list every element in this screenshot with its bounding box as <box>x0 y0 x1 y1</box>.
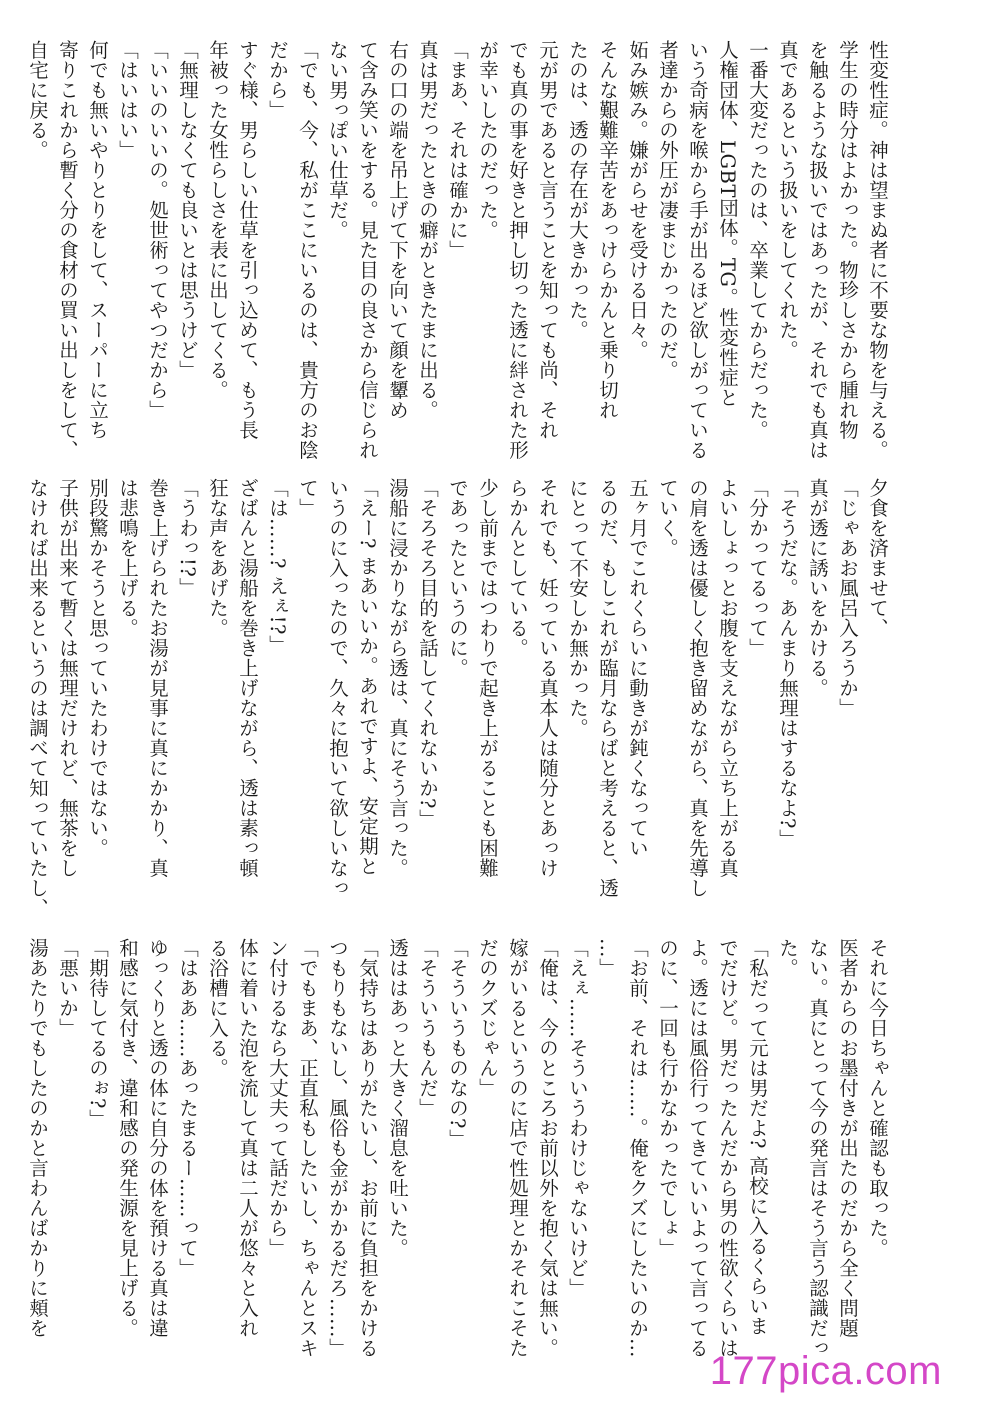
text-line: ざばんと湯船を巻き上げながら、透は素っ頓 <box>236 478 259 878</box>
text-block-middle <box>26 478 892 918</box>
text-line: ていく。 <box>656 478 679 558</box>
text-line: よいしょっとお腹を支えながら立ち上がる真 <box>716 478 739 878</box>
text-line: て」 <box>296 478 319 518</box>
text-line: 「でも、今、私がここにいるのは、貴方のお陰 <box>296 40 319 460</box>
text-line: だのクズじゃん」 <box>476 938 499 1098</box>
text-line: は悲鳴を上げる。 <box>116 478 139 638</box>
text-line: 「そうだな。あんまり無理はするなよ?」 <box>776 478 799 849</box>
text-line: 者達からの外圧が凄まじかったのだ。 <box>656 40 679 380</box>
text-line: る浴槽に入る。 <box>206 938 229 1078</box>
text-line: ゆっくりと透の体に自分の体を預ける真は違 <box>146 938 169 1338</box>
text-line: 「私だって元は男だよ? 高校に入るくらいま <box>746 938 769 1336</box>
text-line: ない男っぽい仕草だ。 <box>326 40 349 240</box>
text-line: 年被った女性らしさを表に出してくる。 <box>206 40 229 400</box>
text-line: 「悪いか」 <box>56 938 79 1038</box>
text-line: いう奇病を喉から手が出るほど欲しがっている <box>686 40 709 460</box>
text-line: 真は男だったときの癖がときたまに出る。 <box>416 40 439 420</box>
text-line: 少し前まではつわりで起き上がることも困難 <box>476 478 499 878</box>
text-line: そんな艱難辛苦をあっけらかんと乗り切れ <box>596 40 619 420</box>
text-line: 寄りこれから暫く分の食材の買い出しをして、 <box>56 40 79 460</box>
text-line: 夕食を済ませて、 <box>866 478 889 638</box>
text-line: 透ははあっと大きく溜息を吐いた。 <box>386 938 409 1258</box>
text-line: でだけど。男だったんだから男の性欲くらいは <box>716 938 739 1358</box>
text-line: を触るような扱いではあったが、それでも真は <box>806 40 829 460</box>
text-line: ン付けるなら大丈夫って話だから」 <box>266 938 289 1258</box>
text-line: 「そういうもんだ」 <box>416 938 439 1118</box>
text-line: それでも、妊っている真本人は随分とあっけ <box>536 478 559 878</box>
text-line: いうのに入ったので、久々に抱いて欲しいなっ <box>326 478 349 898</box>
text-line: て含み笑いをする。見た目の良さから信じられ <box>356 40 379 460</box>
text-line: 体に着いた泡を流して真は二人が悠々と入れ <box>236 938 259 1338</box>
text-line: つもりもないし、風俗も金がかかるだろ……」 <box>326 938 349 1358</box>
text-line: すぐ様、男らしい仕草を引っ込めて、もう長 <box>236 40 259 440</box>
text-line: が幸いしたのだった。 <box>476 40 499 240</box>
text-line: 子供が出来て暫くは無理だけれど、無茶をし <box>56 478 79 878</box>
text-line: にとって不安しか無かった。 <box>566 478 589 738</box>
text-line: 「俺は、今のところお前以外を抱く気は無い。 <box>536 938 559 1358</box>
text-line: 「そういうものなの?」 <box>446 938 469 1149</box>
text-line: 「そろそろ目的を話してくれないか?」 <box>416 478 439 829</box>
text-line: 「はああ……あったまるー……って」 <box>176 938 199 1278</box>
text-line: 湯船に浸かりながら透は、真にそう言った。 <box>386 478 409 878</box>
text-line: 「うわっ!?」 <box>176 478 199 598</box>
text-line: であったというのに。 <box>446 478 469 678</box>
text-line: のに、一回も行かなかったでしょ」 <box>656 938 679 1258</box>
text-line: るのだ、もしこれが臨月ならばと考えると、透 <box>596 478 619 898</box>
text-line: 真であるという扱いをしてくれた。 <box>776 40 799 360</box>
text-line: ない。真にとって今の発言はそう言う認識だっ <box>806 938 829 1358</box>
text-line: 巻き上げられたお湯が見事に真にかかり、真 <box>146 478 169 878</box>
text-line: 「えー? まあいいか。あれですよ、安定期と <box>356 478 379 876</box>
watermark-text: 177pica.com <box>709 1349 942 1393</box>
text-line: 一番大変だったのは、卒業してからだった。 <box>746 40 769 440</box>
text-line: 「分かってるって」 <box>746 478 769 658</box>
text-line: 元が男であると言うことを知っても尚、それ <box>536 40 559 440</box>
text-line: たのは、透の存在が大きかった。 <box>566 40 589 340</box>
text-line: 「まあ、それは確かに」 <box>446 40 469 260</box>
text-line: 性変性症。神は望まぬ者に不要な物を与える。 <box>866 40 889 460</box>
text-line: 人権団体、LGBT団体。TG。性変性症と <box>716 40 739 408</box>
text-block-bottom <box>26 938 892 1358</box>
text-line: らかんとしている。 <box>506 478 529 658</box>
text-line: 和感に気付き、違和感の発生源を見上げる。 <box>116 938 139 1338</box>
text-line: 「でもまあ、正直私もしたいし、ちゃんとスキ <box>296 938 319 1358</box>
text-line: 医者からのお墨付きが出たのだから全く問題 <box>836 938 859 1338</box>
text-line: でも真の事を好きと押し切った透に絆された形 <box>506 40 529 460</box>
text-line: 狂な声をあげた。 <box>206 478 229 638</box>
text-line: 「じゃあお風呂入ろうか」 <box>836 478 859 718</box>
text-line: 「はいはい」 <box>116 40 139 160</box>
text-line: 「お前、それは……。俺をクズにしたいのか… <box>626 938 649 1358</box>
text-line: 別段驚かそうと思っていたわけではない。 <box>86 478 109 858</box>
text-line: 「は……? えぇ!?」 <box>266 478 289 655</box>
text-line: 「期待してるのぉ?」 <box>86 938 109 1129</box>
text-line: 嫁がいるというのに店で性処理とかそれこそた <box>506 938 529 1358</box>
text-line: 「いいのいいの。処世術ってやつだから」 <box>146 40 169 420</box>
text-line: 湯あたりでもしたのかと言わんばかりに頬を <box>26 938 49 1338</box>
text-line: 学生の時分はよかった。物珍しさから腫れ物 <box>836 40 859 440</box>
text-line: だから」 <box>266 40 289 120</box>
text-line: 右の口の端を吊上げて下を向いて顔を顰め <box>386 40 409 420</box>
text-line: 「えぇ……そういうわけじゃないけど」 <box>566 938 589 1298</box>
text-line: それに今日ちゃんと確認も取った。 <box>866 938 889 1258</box>
text-line: …」 <box>596 938 619 978</box>
text-line: 真が透に誘いをかける。 <box>806 478 829 698</box>
text-line: 自宅に戻る。 <box>26 40 49 160</box>
text-line: 五ヶ月でこれくらいに動きが鈍くなってい <box>626 478 649 858</box>
text-line: なければ出来るというのは調べて知っていたし、 <box>26 478 49 918</box>
text-line: よ。透には風俗行ってきていいよって言ってる <box>686 938 709 1358</box>
text-line: 「気持ちはありがたいし、お前に負担をかける <box>356 938 379 1358</box>
text-block-top <box>26 40 892 510</box>
text-line: た。 <box>776 938 799 978</box>
text-line: 妬み嫉み。嫌がらせを受ける日々。 <box>626 40 649 360</box>
text-line: の肩を透は優しく抱き留めながら、真を先導し <box>686 478 709 898</box>
text-line: 何でも無いやりとりをして、スーパーに立ち <box>86 40 109 440</box>
text-line: 「無理しなくても良いとは思うけど」 <box>176 40 199 380</box>
